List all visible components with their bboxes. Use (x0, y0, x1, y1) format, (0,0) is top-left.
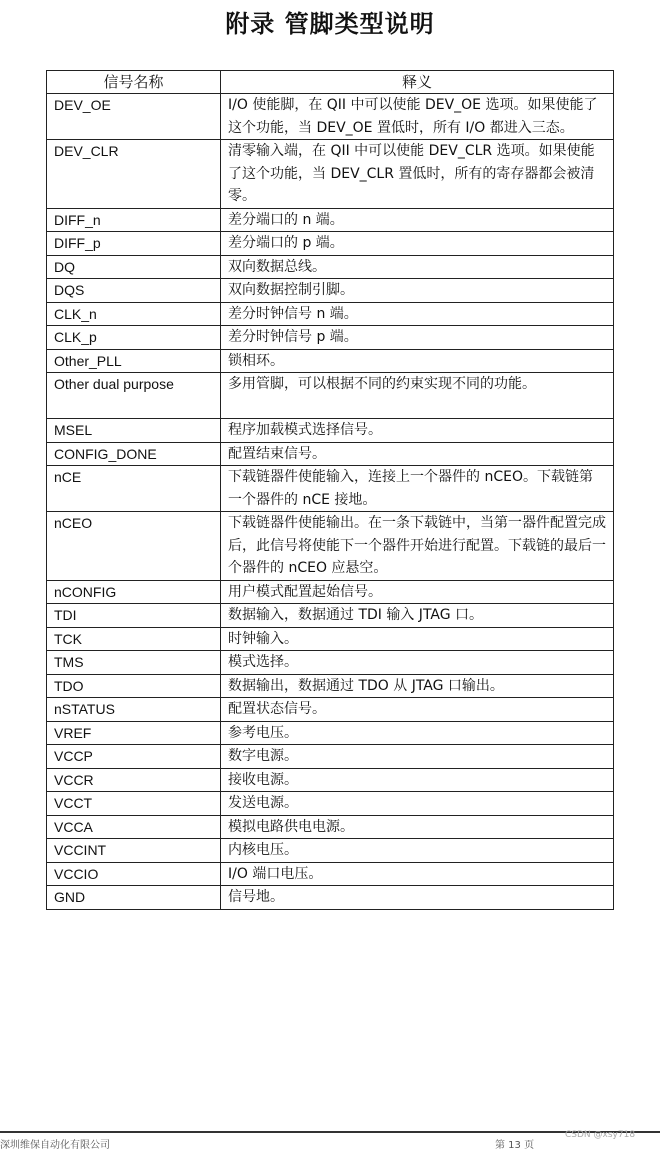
signal-description-cell: 多用管脚，可以根据不同的约束实现不同的功能。 (221, 373, 614, 419)
table-row (47, 255, 614, 279)
table-row (47, 674, 614, 698)
table-row (47, 604, 614, 628)
signal-description-cell: 数字电源。 (221, 745, 614, 769)
signal-description-cell: 模式选择。 (221, 651, 614, 675)
table-row (47, 745, 614, 769)
signal-description-cell: 配置状态信号。 (221, 698, 614, 722)
signal-description-cell: 差分端口的 p 端。 (221, 232, 614, 256)
signal-name-cell: TMS (47, 651, 221, 675)
footer-watermark: CSDN @xsy718 (565, 1130, 636, 1140)
pin-type-table (46, 70, 614, 910)
signal-description-cell: 时钟输入。 (221, 627, 614, 651)
table-row (47, 792, 614, 816)
signal-name-cell: DIFF_p (47, 232, 221, 256)
signal-description-cell: 双向数据总线。 (221, 255, 614, 279)
signal-name-cell: MSEL (47, 419, 221, 443)
signal-name-cell: DEV_CLR (47, 140, 221, 209)
signal-description-cell: 程序加载模式选择信号。 (221, 419, 614, 443)
signal-name-cell: CONFIG_DONE (47, 442, 221, 466)
table-row (47, 442, 614, 466)
table-row (47, 208, 614, 232)
signal-description-cell: 接收电源。 (221, 768, 614, 792)
signal-description-cell: 数据输入，数据通过 TDI 输入 JTAG 口。 (221, 604, 614, 628)
signal-description-cell: 内核电压。 (221, 839, 614, 863)
signal-description-cell: 差分时钟信号 n 端。 (221, 302, 614, 326)
signal-description-cell: 用户模式配置起始信号。 (221, 580, 614, 604)
table-row (47, 349, 614, 373)
signal-description-cell: 参考电压。 (221, 721, 614, 745)
table-row (47, 373, 614, 419)
table-row (47, 651, 614, 675)
signal-name-cell: nCEO (47, 512, 221, 581)
table-row (47, 768, 614, 792)
table-row (47, 886, 614, 910)
table-row (47, 419, 614, 443)
signal-name-cell: Other_PLL (47, 349, 221, 373)
table-row (47, 466, 614, 512)
signal-name-cell: nSTATUS (47, 698, 221, 722)
table-row (47, 232, 614, 256)
signal-description-cell: 信号地。 (221, 886, 614, 910)
signal-name-cell: VCCR (47, 768, 221, 792)
table-row (47, 279, 614, 303)
signal-description-cell: I/O 端口电压。 (221, 862, 614, 886)
signal-name-cell: VCCP (47, 745, 221, 769)
signal-name-cell: nCE (47, 466, 221, 512)
page-title: 附录 管脚类型说明 (225, 10, 435, 38)
signal-name-cell: TDI (47, 604, 221, 628)
signal-name-cell: VREF (47, 721, 221, 745)
signal-name-cell: VCCINT (47, 839, 221, 863)
signal-name-cell: VCCT (47, 792, 221, 816)
table-row (47, 627, 614, 651)
table-row (47, 862, 614, 886)
table-header-row (47, 71, 614, 94)
signal-name-cell: DQ (47, 255, 221, 279)
signal-description-cell: 差分端口的 n 端。 (221, 208, 614, 232)
signal-name-cell: TDO (47, 674, 221, 698)
signal-description-cell: 模拟电路供电电源。 (221, 815, 614, 839)
table-row (47, 580, 614, 604)
signal-name-cell: DQS (47, 279, 221, 303)
table-row (47, 815, 614, 839)
signal-name-cell: Other dual purpose (47, 373, 221, 419)
table-row (47, 140, 614, 209)
footer-page-number: 第 13 页 (495, 1140, 535, 1151)
signal-name-cell: VCCIO (47, 862, 221, 886)
signal-name-cell: CLK_n (47, 302, 221, 326)
signal-description-cell: I/O 使能脚，在 QII 中可以使能 DEV_OE 选项。如果使能了这个功能，当 DEV_OE 置低时，所有 I/O 都进入三态。 (221, 94, 614, 140)
signal-name-cell: CLK_p (47, 326, 221, 350)
signal-name-cell: GND (47, 886, 221, 910)
signal-description-cell: 清零输入端，在 QII 中可以使能 DEV_CLR 选项。如果使能了这个功能，当 DEV_CLR 置低时，所有的寄存器都会被清零。 (221, 140, 614, 209)
footer-divider (0, 1131, 660, 1133)
signal-description-cell: 差分时钟信号 p 端。 (221, 326, 614, 350)
table-row (47, 512, 614, 581)
table-body (47, 94, 614, 910)
signal-description-cell: 双向数据控制引脚。 (221, 279, 614, 303)
table-row (47, 326, 614, 350)
signal-name-cell: DIFF_n (47, 208, 221, 232)
table-row (47, 302, 614, 326)
signal-name-cell: nCONFIG (47, 580, 221, 604)
footer-company: 深圳维保自动化有限公司 (0, 1140, 110, 1151)
table-row (47, 839, 614, 863)
signal-description-cell: 配置结束信号。 (221, 442, 614, 466)
signal-description-cell: 锁相环。 (221, 349, 614, 373)
signal-description-cell: 发送电源。 (221, 792, 614, 816)
signal-description-cell: 下载链器件使能输入，连接上一个器件的 nCEO。下载链第一个器件的 nCE 接地。 (221, 466, 614, 512)
signal-name-cell: TCK (47, 627, 221, 651)
table-row (47, 94, 614, 140)
table-row (47, 721, 614, 745)
signal-description-cell: 下载链器件使能输出。在一条下载链中，当第一器件配置完成后，此信号将使能下一个器件开始进行配置。下载链的最后一个器件的 nCEO 应悬空。 (221, 512, 614, 581)
column-header-description: 释义 (221, 71, 614, 94)
signal-name-cell: DEV_OE (47, 94, 221, 140)
table-row (47, 698, 614, 722)
column-header-signal-name: 信号名称 (47, 71, 221, 94)
signal-name-cell: VCCA (47, 815, 221, 839)
signal-description-cell: 数据输出，数据通过 TDO 从 JTAG 口输出。 (221, 674, 614, 698)
